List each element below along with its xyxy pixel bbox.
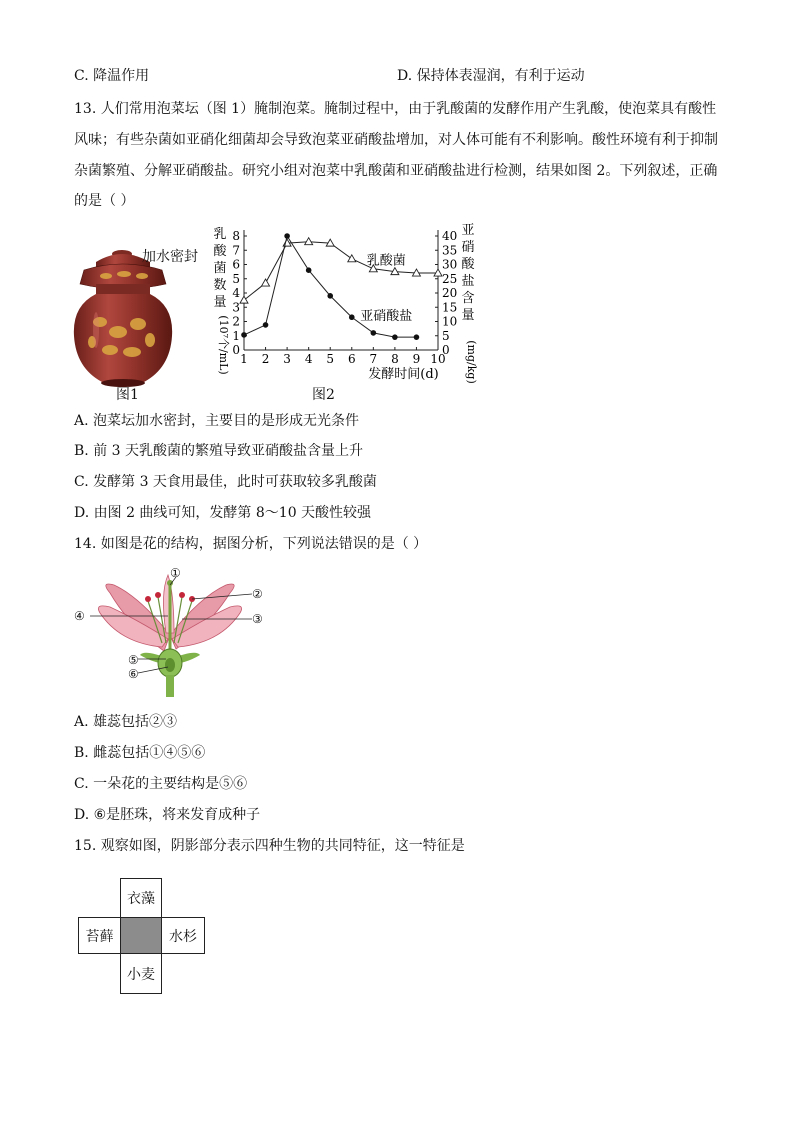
q12-option-c: C. 降温作用 [74, 68, 150, 84]
y-left-label-char: 酸 [213, 244, 227, 259]
y-left-tick-label: 3 [232, 300, 240, 315]
lactobacillus-point [305, 238, 313, 245]
nitrite-point [263, 322, 269, 328]
grid-cell-shaded [120, 917, 162, 954]
flower-marker-3: ③ [252, 612, 263, 626]
series-label-lactobacillus: 乳酸菌 [366, 253, 406, 269]
grid-cell-top: 衣藻 [120, 878, 162, 918]
y-left-tick-label: 6 [232, 257, 240, 272]
grid-cell-right: 水杉 [161, 917, 205, 954]
fig1-label: 图1 [116, 387, 139, 403]
y-left-label-char: 菌 [213, 261, 227, 276]
nitrite-point [306, 267, 312, 273]
q13-option-d: D. 由图 2 曲线可知，发酵第 8～10 天酸性较强 [74, 505, 372, 521]
lactobacillus-point [240, 296, 248, 303]
x-tick-label: 3 [283, 352, 291, 366]
flower-marker-5: ⑤ [128, 653, 139, 667]
nitrite-point [414, 334, 420, 340]
flower-marker-4: ④ [74, 609, 85, 623]
flower-structure-figure [70, 563, 270, 698]
y-left-label-unit: (10⁷个/mL) [217, 315, 230, 375]
flower-marker-6: ⑥ [128, 667, 139, 681]
y-left-tick-label: 2 [232, 314, 240, 329]
q13-stem-line-2: 风味；有些杂菌如亚硝化细菌却会导致泡菜亚硝酸盐增加，对人体可能有不利影响。酸性环境有利于抑制 [74, 132, 718, 148]
x-tick-label: 7 [369, 352, 378, 366]
y-right-tick-label: 15 [442, 300, 458, 315]
grid-cell-left: 苔藓 [78, 917, 121, 954]
x-tick-label: 2 [261, 352, 270, 366]
flower-marker-2: ② [252, 587, 263, 601]
y-right-tick-label: 0 [442, 343, 450, 357]
lactobacillus-point [348, 255, 356, 262]
q13-stem-line-1: 13. 人们常用泡菜坛（图 1）腌制泡菜。腌制过程中，由于乳酸菌的发酵作用产生乳酸，使泡菜具有酸性 [74, 101, 717, 117]
x-tick-label: 4 [304, 352, 313, 366]
y-right-tick-label: 5 [442, 328, 450, 343]
y-right-tick-label: 10 [442, 314, 458, 329]
fermentation-chart [212, 214, 482, 384]
fig1-annotation: 加水密封 [142, 249, 198, 265]
nitrite-point [327, 293, 333, 299]
fig2-label: 图2 [312, 387, 335, 403]
nitrite-point [284, 233, 290, 239]
q15-stem: 15. 观察如图，阴影部分表示四种生物的共同特征，这一特征是 [74, 838, 465, 854]
y-right-label-char: 量 [461, 308, 475, 323]
series-line-1 [244, 242, 438, 300]
nitrite-point [371, 330, 377, 336]
q14-option-a: A. 雄蕊包括②③ [74, 714, 178, 730]
q14-option-b: B. 雌蕊包括①④⑤⑥ [74, 745, 206, 761]
y-left-label-char: 量 [213, 295, 227, 310]
q13-stem-line-3: 杂菌繁殖、分解亚硝酸盐。研究小组对泡菜中乳酸菌和亚硝酸盐进行检测，结果如图 2。下列叙述，正确 [74, 163, 718, 179]
q14-stem: 14. 如图是花的结构，据图分析，下列说法错误的是（ ） [74, 536, 428, 552]
y-right-tick-label: 20 [442, 286, 458, 300]
x-tick-label: 1 [240, 352, 248, 366]
q14-option-d: D. ⑥是胚珠，将来发育成种子 [74, 807, 261, 823]
x-tick-label: 10 [430, 352, 446, 366]
grid-cell-bottom: 小麦 [120, 953, 162, 994]
x-tick-label: 5 [326, 352, 335, 366]
nitrite-point [392, 334, 398, 340]
q13-option-c: C. 发酵第 3 天食用最佳，此时可获取较多乳酸菌 [74, 474, 377, 490]
y-right-tick-label: 40 [442, 229, 458, 243]
y-right-tick-label: 25 [442, 271, 458, 286]
y-right-label-unit: (mg/kg) [465, 340, 478, 384]
y-left-tick-label: 8 [232, 229, 240, 243]
y-left-tick-label: 1 [232, 328, 240, 343]
series-label-nitrite: 亚硝酸盐 [360, 309, 413, 325]
y-left-tick-label: 5 [232, 271, 240, 286]
y-right-label-char: 亚 [461, 223, 475, 238]
nitrite-point [349, 314, 355, 320]
lactobacillus-point [262, 279, 270, 286]
y-right-tick-label: 35 [442, 243, 458, 258]
q14-option-c: C. 一朵花的主要结构是⑤⑥ [74, 776, 248, 792]
y-right-label-char: 含 [461, 291, 475, 306]
x-tick-label: 9 [412, 352, 421, 366]
y-left-label-char: 数 [213, 278, 227, 293]
x-axis-label: 发酵时间(d) [368, 367, 439, 382]
y-left-label-char: 乳 [213, 227, 227, 242]
y-right-label-char: 硝 [461, 240, 475, 255]
lactobacillus-point [434, 269, 442, 276]
flower-marker-1: ① [170, 566, 181, 580]
y-right-label-char: 盐 [461, 274, 475, 289]
nitrite-point [241, 332, 247, 338]
x-tick-label: 6 [347, 352, 356, 366]
q12-option-d: D. 保持体表湿润，有利于运动 [397, 68, 585, 84]
q13-stem-line-4: 的是（ ） [74, 193, 135, 209]
x-tick-label: 8 [391, 352, 399, 366]
y-left-tick-label: 7 [232, 243, 240, 258]
y-left-tick-label: 0 [232, 343, 240, 357]
y-right-label-char: 酸 [461, 257, 475, 272]
q13-option-a: A. 泡菜坛加水密封，主要目的是形成无光条件 [74, 413, 360, 429]
q13-option-b: B. 前 3 天乳酸菌的繁殖导致亚硝酸盐含量上升 [74, 443, 363, 459]
y-left-tick-label: 4 [232, 286, 240, 300]
y-right-tick-label: 30 [442, 257, 458, 272]
